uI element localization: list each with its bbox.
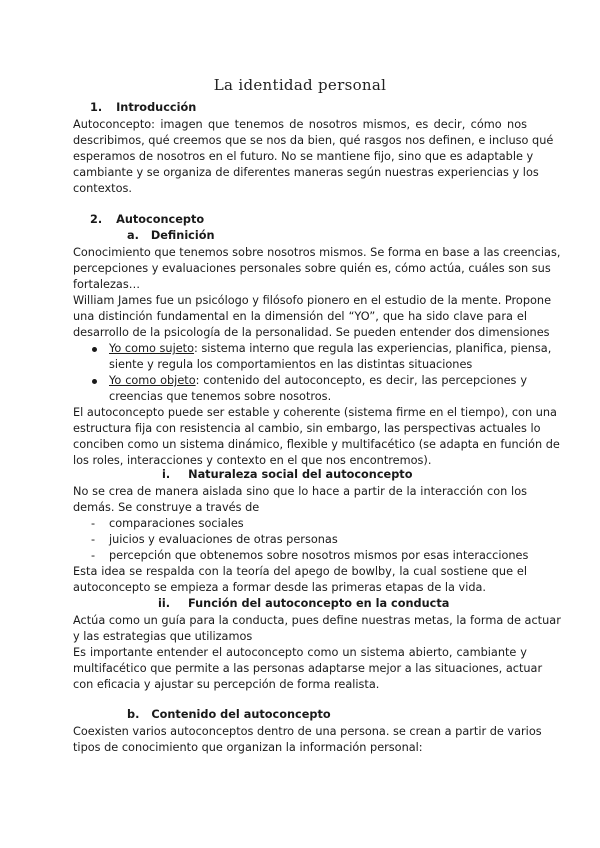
section-number: 2. <box>90 213 103 226</box>
section-number: 1. <box>90 101 103 114</box>
subsection-heading-contenido <box>127 707 527 723</box>
bullet-text: : contenido del autoconcepto, es decir, las percepciones y <box>195 374 528 387</box>
paragraph-line: cambiante y se organiza de diferentes maneras según nuestras experiencias y los <box>73 166 539 179</box>
dash-item: comparaciones sociales <box>109 517 244 530</box>
paragraph-line: El autoconcepto puede ser estable y coherente (sistema firme en el tiempo), con una <box>73 406 557 419</box>
paragraph-line: esperamos de nosotros en el futuro. No se mantiene fijo, sino que es adaptable y <box>73 150 534 163</box>
paragraph-line: multifacético que permite a las personas adaptarse mejor a las situaciones, actuar <box>73 662 543 675</box>
section-title: Introducción <box>116 101 197 114</box>
paragraph-line: contextos. <box>73 182 132 195</box>
paragraph-line: Actúa como un guía para la conducta, pues define nuestras metas, la forma de actuar <box>73 614 561 627</box>
paragraph-line: conciben como un sistema dinámico, flexible y multifacético (se adapta en función de <box>73 438 560 451</box>
bullet-term: Yo como objeto <box>109 374 196 387</box>
paragraph-line: con eficacia y ajustar su percepción de forma realista. <box>73 678 380 691</box>
subsection-letter: a. <box>127 229 139 242</box>
paragraph-line: una distinción fundamental en la dimensión del “YO”, que ha sido clave para el <box>73 310 527 323</box>
paragraph-line: demás. Se construye a través de <box>73 501 260 514</box>
paragraph-line: desarrollo de la psicología de la personalidad. Se pueden entender dos dimensiones <box>73 326 550 339</box>
paragraph-line: No se crea de manera aislada sino que lo hace a partir de la interacción con los <box>73 485 527 498</box>
paragraph-line: William James fue un psicólogo y filósofo pionero en el estudio de la mente. Propone <box>73 294 552 307</box>
bullet-continuation: creencias que tenemos sobre nosotros. <box>109 390 332 403</box>
dash-item: juicios y evaluaciones de otras personas <box>109 533 338 546</box>
paragraph-line: percepciones y evaluaciones personales sobre quién es, cómo actúa, cuáles son sus <box>73 262 551 275</box>
subsection-heading-definicion <box>127 228 527 244</box>
roman-numeral: ii. <box>158 597 171 610</box>
section-heading-autoconcepto <box>90 212 527 228</box>
paragraph-line: Autoconcepto: imagen que tenemos de nosotros mismos, es decir, cómo nos <box>73 118 527 131</box>
bullet-marker <box>92 347 97 352</box>
dash-marker: - <box>91 549 96 562</box>
document-title: La identidad personal <box>213 76 387 94</box>
subsubsection-title: Naturaleza social del autoconcepto <box>188 468 413 481</box>
paragraph-line: Es importante entender el autoconcepto como un sistema abierto, cambiante y <box>73 646 527 659</box>
subsection-title: Contenido del autoconcepto <box>151 708 331 721</box>
bullet-item-yo-objeto <box>109 373 527 389</box>
paragraph-line: y las estrategias que utilizamos <box>73 630 253 643</box>
section-title: Autoconcepto <box>116 213 205 226</box>
dash-marker: - <box>91 517 96 530</box>
paragraph-line: Conocimiento que tenemos sobre nosotros mismos. Se forma en base a las creencias, <box>73 246 561 259</box>
section-heading-introduccion <box>90 100 527 116</box>
paragraph-line: describimos, qué creemos que se nos da bien, qué rasgos nos definen, e incluso qué <box>73 134 554 147</box>
roman-numeral: i. <box>162 468 171 481</box>
dash-marker: - <box>91 533 96 546</box>
paragraph-line: los roles, interacciones y contexto en el que nos encontremos). <box>73 454 432 467</box>
bullet-text: : sistema interno que regula las experiencias, planifica, piensa, <box>194 342 552 355</box>
bullet-item-yo-sujeto <box>109 341 552 357</box>
paragraph-line: tipos de conocimiento que organizan la información personal: <box>73 741 423 754</box>
paragraph-line: autoconcepto se empieza a formar desde las primeras etapas de la vida. <box>73 581 487 594</box>
bullet-marker <box>92 379 97 384</box>
subsubsection-heading-naturaleza-social <box>162 467 527 483</box>
paragraph-line: Esta idea se respalda con la teoría del apego de bowlby, la cual sostiene que el <box>73 565 527 578</box>
subsubsection-title: Función del autoconcepto en la conducta <box>187 597 450 610</box>
subsection-letter: b. <box>127 708 140 721</box>
bullet-term: Yo como sujeto <box>109 342 195 355</box>
paragraph-line: estructura fija con resistencia al cambio, sin embargo, las perspectivas actuales lo <box>73 422 541 435</box>
paragraph-line: fortalezas… <box>73 278 141 291</box>
paragraph-line: Coexisten varios autoconceptos dentro de una persona. se crean a partir de varios <box>73 725 542 738</box>
subsection-title: Definición <box>150 229 215 242</box>
subsubsection-heading-funcion <box>158 596 527 612</box>
bullet-continuation: siente y regula los comportamientos en las distintas situaciones <box>109 358 473 371</box>
dash-item: percepción que obtenemos sobre nosotros mismos por esas interacciones <box>109 549 529 562</box>
